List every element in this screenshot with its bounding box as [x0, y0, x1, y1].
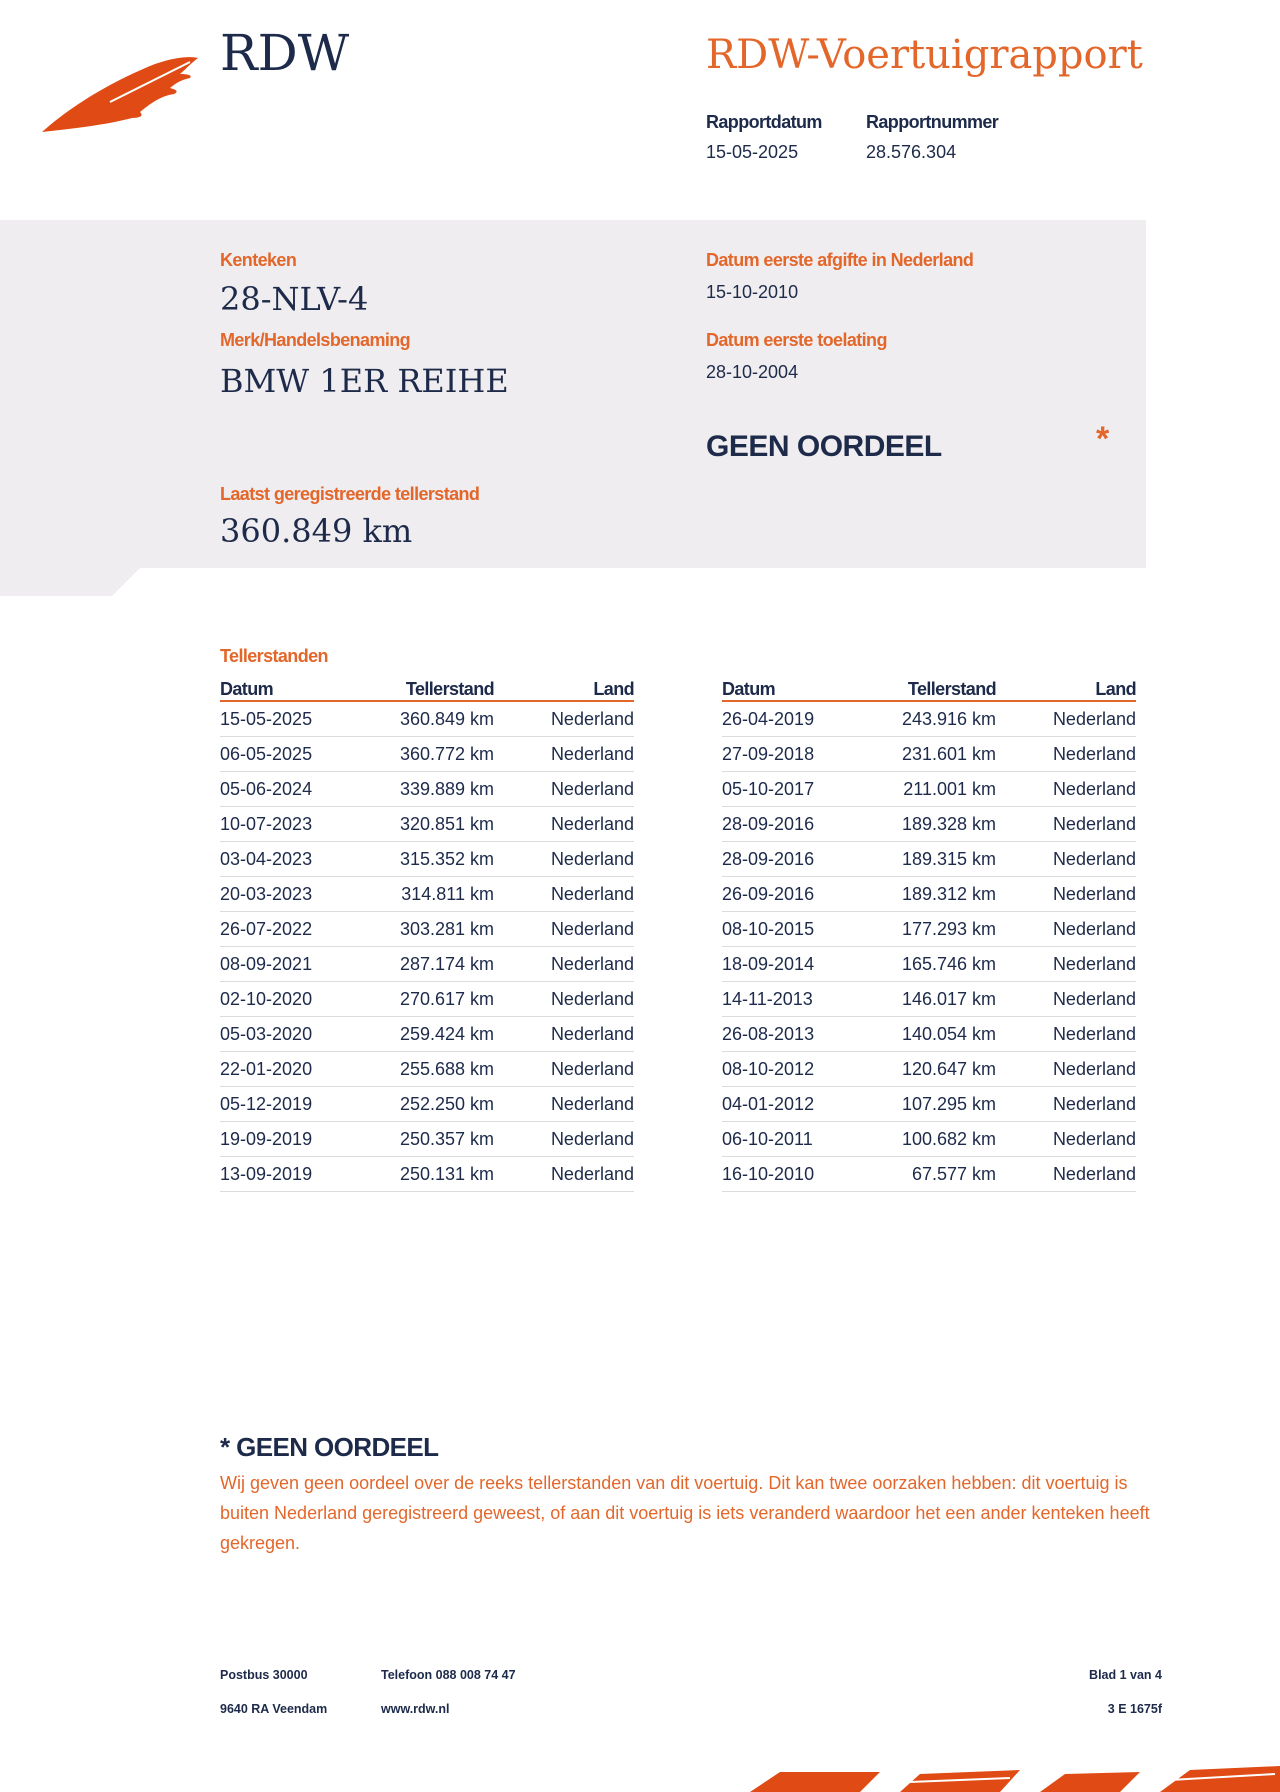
col-date-header: Datum [220, 679, 274, 699]
footer-phone: Telefoon 088 008 74 47 [381, 1668, 516, 1682]
odometer-reading: 270.617 km [399, 988, 494, 1009]
footer-postal-city: 9640 RA Veendam [220, 1702, 328, 1716]
footer-page-number: Blad 1 van 4 [1089, 1668, 1162, 1682]
odometer-reading: 67.577 km [911, 1163, 996, 1184]
odometer-country: Nederland [1052, 1128, 1136, 1149]
odometer-country: Nederland [1052, 813, 1136, 834]
brand-name: RDW [220, 24, 350, 82]
odometer-row [722, 982, 1136, 1017]
odometer-date: 02-10-2020 [220, 988, 313, 1009]
odometer-date: 08-10-2015 [722, 918, 815, 939]
odometer-row [722, 1087, 1136, 1122]
odometer-date: 10-07-2023 [220, 813, 313, 834]
odometer-reading: 360.849 km [399, 708, 494, 729]
odometer-reading: 250.131 km [399, 1163, 494, 1184]
odometer-row [722, 1017, 1136, 1052]
odometer-reading: 146.017 km [901, 988, 996, 1009]
odometer-country: Nederland [550, 1093, 634, 1114]
odometer-date: 19-09-2019 [220, 1128, 313, 1149]
plate-value: 28-NLV-4 [220, 280, 369, 318]
odometer-date: 15-05-2025 [220, 708, 313, 729]
odometer-country: Nederland [1052, 1023, 1136, 1044]
odometer-country: Nederland [1052, 1093, 1136, 1114]
odometer-reading: 165.746 km [901, 953, 996, 974]
odometer-date: 04-01-2012 [722, 1093, 815, 1114]
odometer-row [722, 737, 1136, 772]
odometer-reading: 189.312 km [901, 883, 996, 904]
odometer-row [722, 807, 1136, 842]
odometer-date: 18-09-2014 [722, 953, 815, 974]
odometer-reading: 100.682 km [901, 1128, 996, 1149]
odometer-date: 20-03-2023 [220, 883, 313, 904]
odometer-country: Nederland [550, 813, 634, 834]
odometer-country: Nederland [1052, 883, 1136, 904]
odometer-table-left [220, 676, 634, 1192]
odometer-country: Nederland [1052, 1058, 1136, 1079]
odometer-row [220, 807, 634, 842]
odometer-date: 28-09-2016 [722, 848, 815, 869]
report-number-label: Rapportnummer [866, 112, 999, 132]
odometer-row [722, 877, 1136, 912]
report-date-label: Rapportdatum [706, 112, 822, 132]
odometer-date: 14-11-2013 [722, 988, 813, 1009]
decorative-stripes [720, 1762, 1280, 1792]
odometer-date: 16-10-2010 [722, 1163, 815, 1184]
odometer-row [220, 1122, 634, 1157]
report-date: 15-05-2025 [706, 142, 799, 162]
odometer-date: 26-07-2022 [220, 918, 313, 939]
odometer-reading: 303.281 km [399, 918, 494, 939]
odometer-section-title: Tellerstanden [220, 646, 328, 666]
odometer-reading: 231.601 km [901, 743, 996, 764]
odometer-country: Nederland [1052, 708, 1136, 729]
col-country-header: Land [593, 679, 634, 699]
col-date-header: Datum [722, 679, 776, 699]
odometer-row [220, 1052, 634, 1087]
first-issue-nl-label: Datum eerste afgifte in Nederland [706, 250, 974, 270]
odometer-row [220, 1017, 634, 1052]
odometer-country: Nederland [550, 918, 634, 939]
odometer-verdict: GEEN OORDEEL [706, 430, 942, 463]
odometer-reading: 259.424 km [399, 1023, 494, 1044]
verdict-footnote-marker: * [1096, 420, 1110, 458]
odometer-date: 05-06-2024 [220, 778, 313, 799]
odometer-reading: 140.054 km [901, 1023, 996, 1044]
odometer-country: Nederland [1052, 1163, 1136, 1184]
odometer-row [722, 772, 1136, 807]
odometer-row [220, 982, 634, 1017]
report-number: 28.576.304 [866, 142, 957, 162]
odometer-reading: 189.315 km [901, 848, 996, 869]
first-issue-nl-value: 15-10-2010 [706, 282, 799, 302]
report-title: RDW-Voertuigrapport [706, 32, 1143, 78]
odometer-date: 06-10-2011 [722, 1128, 813, 1149]
odometer-country: Nederland [1052, 778, 1136, 799]
odometer-row [220, 702, 634, 737]
odometer-reading: 252.250 km [399, 1093, 494, 1114]
odometer-reading: 339.889 km [399, 778, 494, 799]
odometer-date: 05-12-2019 [220, 1093, 313, 1114]
odometer-country: Nederland [1052, 953, 1136, 974]
odometer-date: 28-09-2016 [722, 813, 815, 834]
odometer-row [220, 772, 634, 807]
odometer-date: 05-10-2017 [722, 778, 815, 799]
odometer-row [722, 1122, 1136, 1157]
odometer-country: Nederland [1052, 848, 1136, 869]
odometer-country: Nederland [1052, 988, 1136, 1009]
odometer-date: 27-09-2018 [722, 743, 815, 764]
footer-document-code: 3 E 1675f [1107, 1702, 1162, 1716]
odometer-reading: 360.772 km [399, 743, 494, 764]
odometer-country: Nederland [550, 988, 634, 1009]
odometer-row [220, 912, 634, 947]
odometer-date: 26-08-2013 [722, 1023, 815, 1044]
make-label: Merk/Handelsbenaming [220, 330, 411, 350]
odometer-country: Nederland [550, 883, 634, 904]
col-reading-header: Tellerstand [907, 679, 996, 699]
odometer-reading: 315.352 km [399, 848, 494, 869]
odometer-reading: 287.174 km [399, 953, 494, 974]
odometer-reading: 189.328 km [901, 813, 996, 834]
table-header [722, 676, 1136, 702]
odometer-date: 03-04-2023 [220, 848, 313, 869]
odometer-row [722, 842, 1136, 877]
odometer-date: 08-10-2012 [722, 1058, 815, 1079]
odometer-date: 22-01-2020 [220, 1058, 313, 1079]
footer-website-link[interactable]: www.rdw.nl [381, 1702, 450, 1716]
odometer-country: Nederland [550, 1163, 634, 1184]
odometer-country: Nederland [550, 953, 634, 974]
odometer-date: 08-09-2021 [220, 953, 313, 974]
odometer-date: 26-04-2019 [722, 708, 815, 729]
vehicle-summary-panel [0, 220, 1146, 568]
odometer-country: Nederland [550, 1128, 634, 1149]
summary-panel-notch [0, 568, 140, 596]
first-admission-label: Datum eerste toelating [706, 330, 887, 350]
table-header [220, 676, 634, 702]
odometer-reading: 243.916 km [901, 708, 996, 729]
odometer-reading: 320.851 km [399, 813, 494, 834]
odometer-country: Nederland [550, 778, 634, 799]
odometer-country: Nederland [550, 743, 634, 764]
odometer-row [722, 1157, 1136, 1192]
odometer-row [722, 947, 1136, 982]
odometer-date: 26-09-2016 [722, 883, 815, 904]
odometer-reading: 211.001 km [903, 778, 996, 799]
footnote-text: Wij geven geen oordeel over de reeks tellerstanden van dit voertuig. Dit kan twee oorzaken hebben: dit voertuig is buiten Nederland geregistreerd geweest, of aan dit voertuig is iets veranderd waardoor het een ander kenteken heeft gekregen. [220, 1473, 1150, 1553]
odometer-reading: 120.647 km [901, 1058, 996, 1079]
col-country-header: Land [1095, 679, 1136, 699]
odometer-country: Nederland [1052, 918, 1136, 939]
odometer-table-right [722, 676, 1136, 1192]
last-odometer-value: 360.849 km [220, 512, 413, 550]
odometer-country: Nederland [550, 708, 634, 729]
odometer-reading: 250.357 km [399, 1128, 494, 1149]
odometer-reading: 107.295 km [901, 1093, 996, 1114]
make-value: BMW 1ER REIHE [220, 362, 509, 400]
odometer-row [220, 842, 634, 877]
col-reading-header: Tellerstand [405, 679, 494, 699]
odometer-row [220, 877, 634, 912]
odometer-country: Nederland [550, 1023, 634, 1044]
plate-label: Kenteken [220, 250, 297, 270]
odometer-date: 05-03-2020 [220, 1023, 313, 1044]
odometer-row [220, 737, 634, 772]
odometer-row [220, 1157, 634, 1192]
footnote-title: * GEEN OORDEEL [220, 1432, 439, 1462]
odometer-date: 06-05-2025 [220, 743, 313, 764]
odometer-date: 13-09-2019 [220, 1163, 313, 1184]
odometer-row [220, 1087, 634, 1122]
odometer-country: Nederland [1052, 743, 1136, 764]
odometer-reading: 314.811 km [401, 883, 494, 904]
odometer-reading: 177.293 km [901, 918, 996, 939]
rdw-feather-logo [40, 52, 200, 144]
odometer-reading: 255.688 km [399, 1058, 494, 1079]
odometer-row [722, 702, 1136, 737]
odometer-row [722, 1052, 1136, 1087]
last-odometer-label: Laatst geregistreerde tellerstand [220, 484, 480, 504]
odometer-row [220, 947, 634, 982]
first-admission-value: 28-10-2004 [706, 362, 799, 382]
footer-po-box: Postbus 30000 [220, 1668, 308, 1682]
odometer-country: Nederland [550, 848, 634, 869]
odometer-country: Nederland [550, 1058, 634, 1079]
odometer-row [722, 912, 1136, 947]
